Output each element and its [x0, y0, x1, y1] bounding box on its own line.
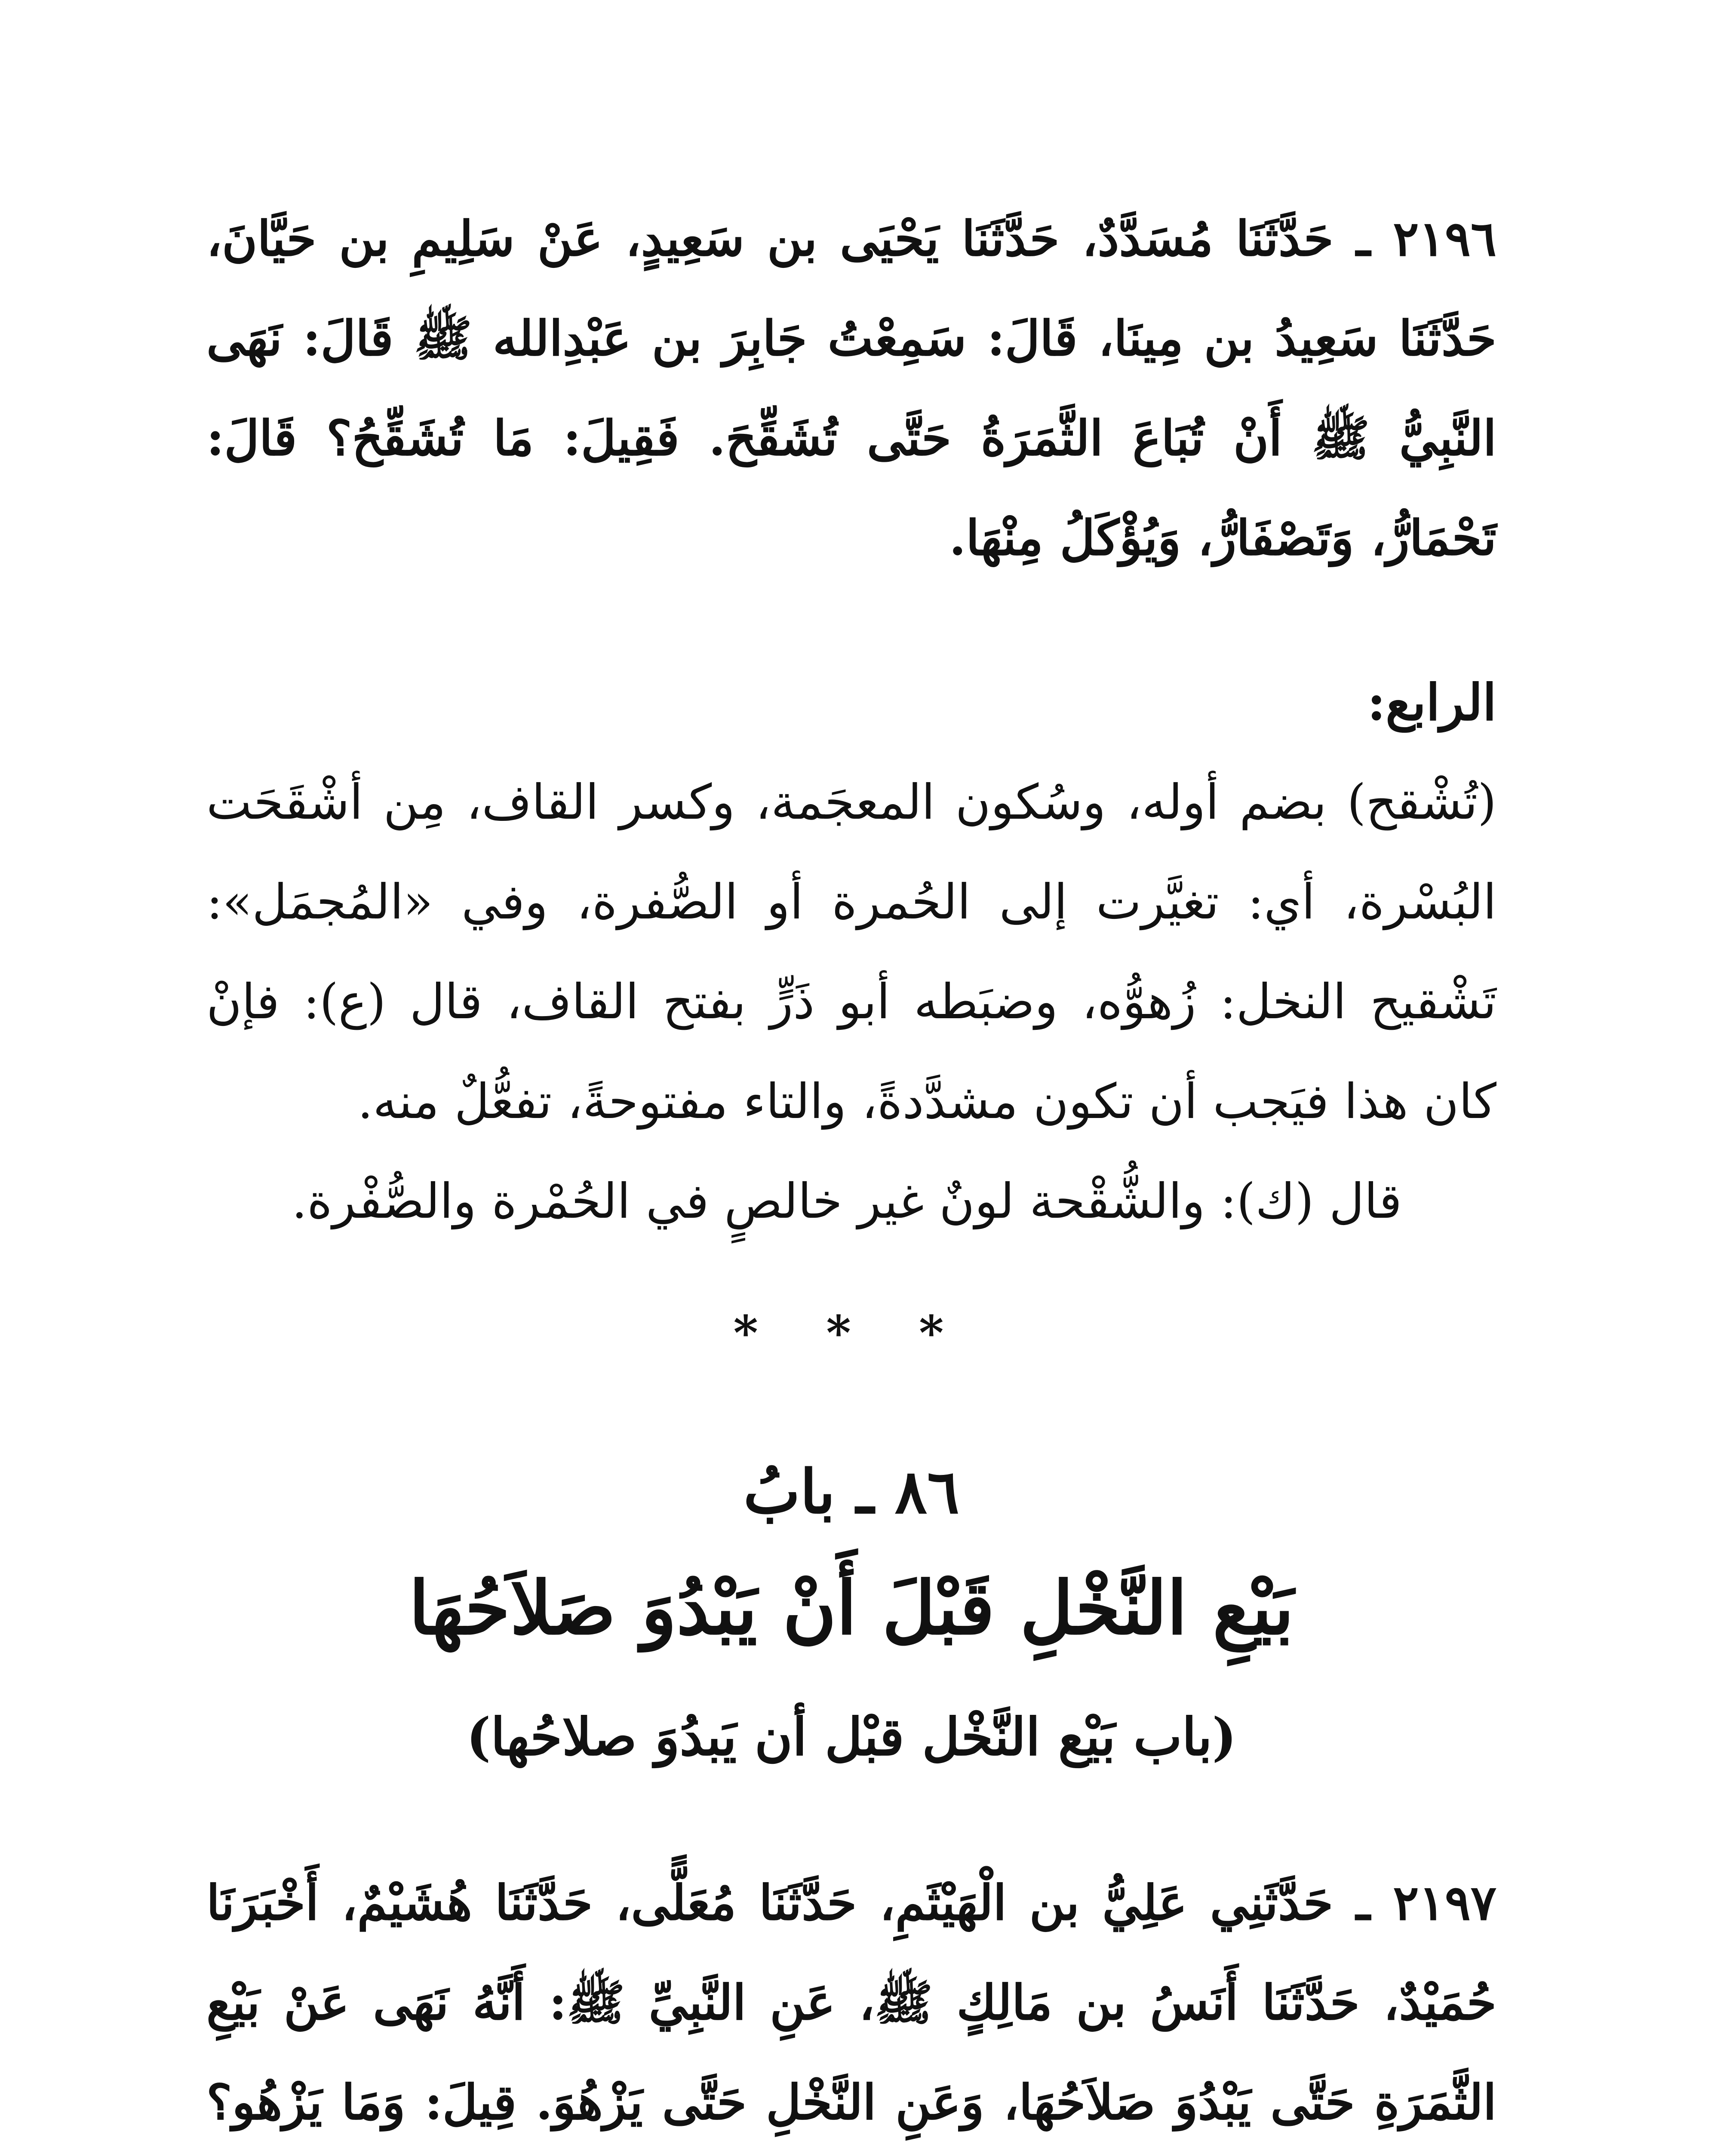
chapter-subtitle: (باب بَيْع النَّخْل قبْل أن يَبدُوَ صلاحُها) — [466, 1707, 1237, 1767]
chapter-title: بَيْعِ النَّخْلِ قَبْلَ أَنْ يَبْدُوَ صَلاَحُهَا — [409, 1565, 1294, 1651]
hadith-2196: ٢١٩٦ ـ حَدَّثَنَا مُسَدَّدٌ، حَدَّثَنَا يَحْيَى بن سَعِيدٍ، عَنْ سَلِيمِ بن حَيَّانَ، حَدَّثَنَا سَعِيدُ بن مِينَا، قَالَ: سَمِعْتُ جَابِرَ بن عَبْدِالله ﷺ قَالَ: نَهَى النَّبِيُّ ﷺ أَنْ تُبَاعَ الثَّمَرَةُ حَتَّى تُشَقِّحَ. فَقِيلَ: مَا تُشَقِّحُ؟ قَالَ: تَحْمَارُّ، وَتَصْفَارُّ، وَيُؤْكَلُ مِنْهَا. — [206, 211, 1496, 566]
kaf-note: قال (ك): والشُّقْحة لونٌ غير خالصٍ في الحُمْرة والصُّفْرة. — [292, 1173, 1402, 1229]
chapter-number: ٨٦ ـ بابُ — [743, 1457, 960, 1527]
page-content — [206, 181, 1496, 2150]
separator-stars: * * * — [733, 1305, 970, 1361]
commentary-paragraph: (تُشْقح) بضم أوله، وسُكون المعجَمة، وكسر القاف، مِن أشْقَحَت البُسْرة، أي: تغيَّرت إلى الحُمرة أو الصُّفرة، وفي «المُجمَل»: تَشْقيح النخل: زُهوُّه، وضبَطه أبو ذَرٍّ بفتح القاف، قال (ع): فإنْ كان هذا فيَجب أن تكون مشدَّدةً، والتاء مفتوحةً، تفعُّلٌ منه. — [206, 774, 1496, 1130]
section-label-raabi: الرابع: — [1367, 673, 1496, 732]
hadith-2197: ٢١٩٧ ـ حَدَّثَنِي عَلِيُّ بن الْهَيْثَمِ، حَدَّثَنَا مُعَلًّى، حَدَّثَنَا هُشَيْمٌ، أَخْبَرَنَا حُمَيْدٌ، حَدَّثَنَا أَنَسُ بن مَالِكٍ ﷺ، عَنِ النَّبِيِّ ﷺ: أَنَّهُ نَهَى عَنْ بَيْعِ الثَّمَرَةِ حَتَّى يَبْدُوَ صَلاَحُهَا، وَعَنِ النَّخْلِ حَتَّى يَزْهُوَ. قِيلَ: وَمَا يَزْهُو؟ — [206, 1875, 1496, 2131]
